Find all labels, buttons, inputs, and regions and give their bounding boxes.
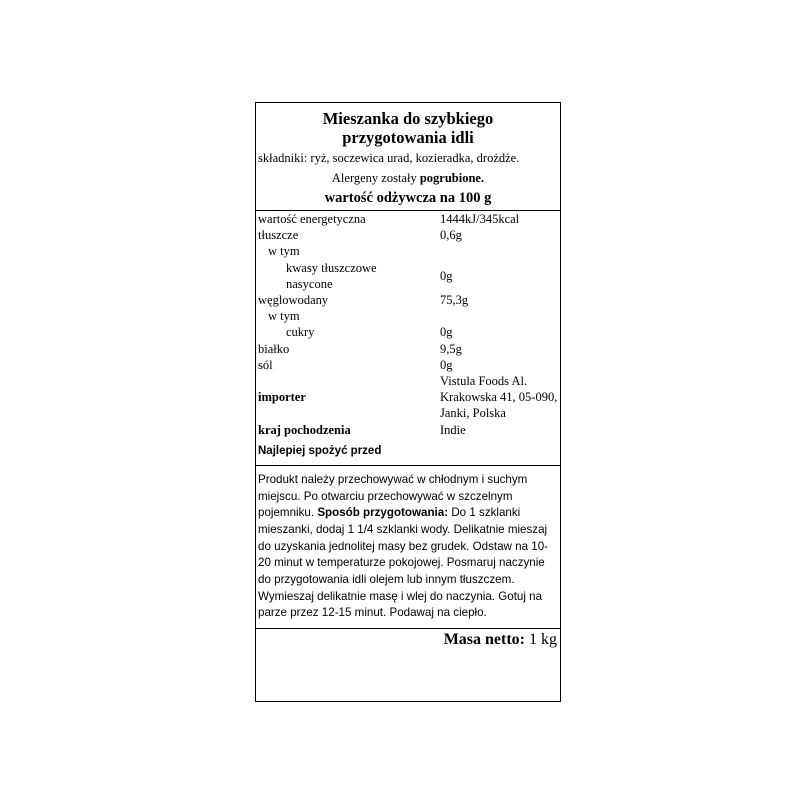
origin-value: Indie	[440, 422, 466, 437]
satfat-label: kwasy tłuszczowe nasycone	[286, 260, 377, 291]
energy-label: wartość energetyczna	[258, 212, 366, 226]
origin-label: kraj pochodzenia	[258, 422, 351, 437]
net-value: 1 kg	[529, 631, 557, 649]
title-line-2: przygotowania idli	[342, 128, 474, 147]
table-row	[256, 227, 560, 243]
protein-label: białko	[258, 341, 290, 356]
table-row	[256, 243, 560, 259]
fat-label: tłuszcze	[258, 228, 299, 243]
fat-wtym-label: w tym	[268, 244, 300, 259]
net-label: Masa netto:	[443, 631, 525, 649]
prep-label: Sposób przygotowania:	[317, 506, 449, 520]
table-row	[256, 422, 560, 438]
nutrition-title: wartość odżywcza na 100 g	[324, 190, 492, 206]
table-row	[256, 373, 560, 422]
sugar-label: cukry	[286, 325, 315, 340]
storage-instructions: Produkt należy przechowywać w chłodnym i suchym miejscu. Po otwarciu przechowywać w szczelnym pojemniku. Sposób przygotowania: Do 1 szklanki mieszanki, dodaj 1 1/4 szklanki wody. Delikatnie mieszaj do uzyskania jednolitej masy bez grudek. Odstaw na 10-20 minut w temperaturze pokojowej. Posmaruj naczynie do przygotowania idli olejem lub innym tłuszczem. Wymieszaj delikatnie masę i wlej do naczynia. Gotuj na parze przez 12-15 minut. Podawaj na ciepło.	[258, 472, 549, 620]
carb-value: 75,3g	[440, 293, 469, 308]
importer-value: Vistula Foods Al. Krakowska 41, 05-090, Janki, Polska	[440, 374, 558, 421]
sugar-value: 0g	[440, 325, 453, 340]
best-before-label: Najlepiej spożyć przed	[258, 444, 382, 457]
nutrition-table	[256, 211, 560, 438]
salt-value: 0g	[440, 357, 453, 372]
importer-label: importer	[258, 390, 306, 405]
product-label	[255, 102, 561, 702]
ingredients-text: składniki: ryż, soczewica urad, kozieradka, drożdże.	[258, 151, 520, 165]
net-weight	[256, 629, 560, 649]
protein-value: 9,5g	[440, 341, 462, 356]
table-row	[256, 260, 560, 292]
allergen-bold: pogrubione.	[419, 171, 485, 185]
energy-value: 1444kJ/345kcal	[440, 212, 520, 226]
allergen-note: Alergeny zostały pogrubione.	[331, 171, 485, 185]
carb-label: węglowodany	[258, 293, 329, 308]
table-row	[256, 324, 560, 340]
table-row	[256, 211, 560, 227]
satfat-value: 0g	[440, 268, 453, 283]
carb-wtym-label: w tym	[268, 309, 300, 324]
table-row	[256, 357, 560, 373]
fat-value: 0,6g	[440, 228, 462, 243]
table-row	[256, 341, 560, 357]
table-row	[256, 292, 560, 308]
title-line-1: Mieszanka do szybkiego	[322, 109, 494, 128]
table-row	[256, 308, 560, 324]
salt-label: sól	[258, 357, 273, 372]
product-title	[256, 109, 560, 147]
